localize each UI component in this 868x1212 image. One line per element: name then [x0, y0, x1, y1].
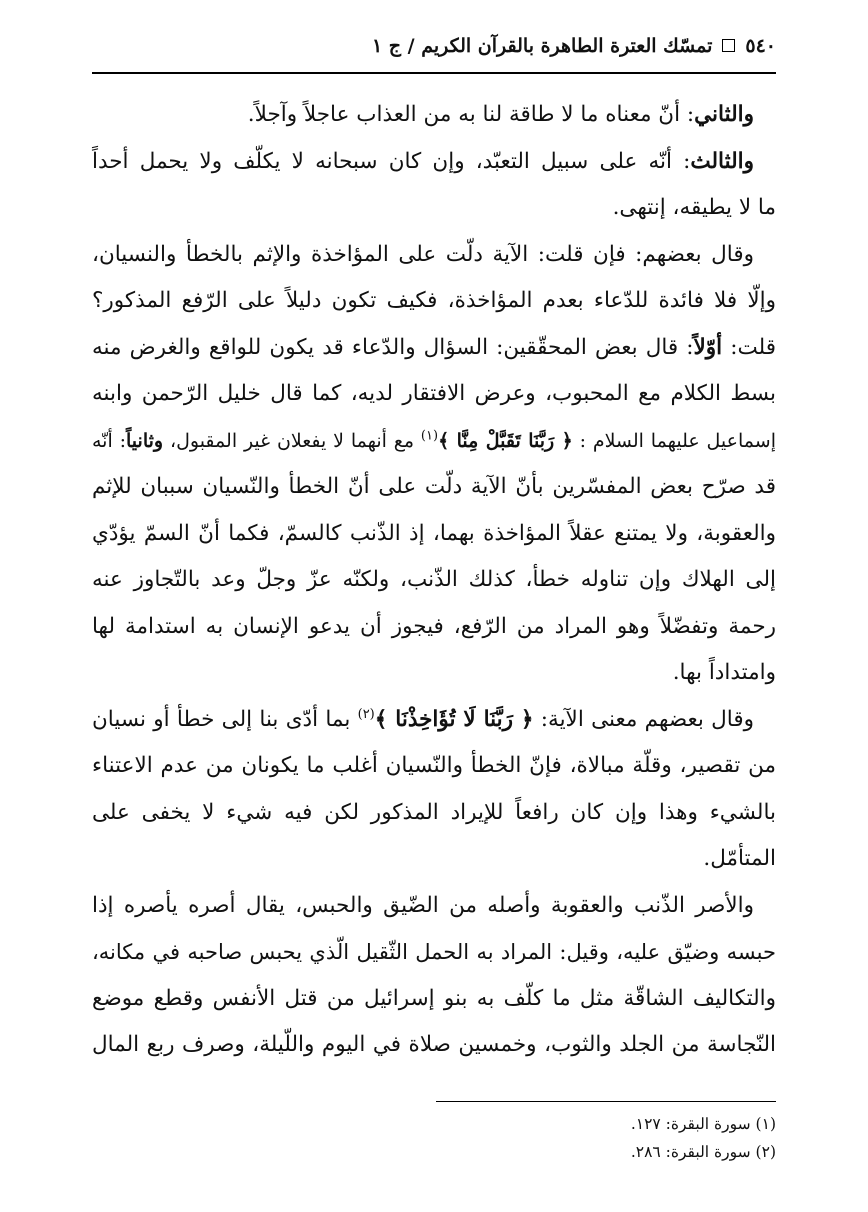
text-line [92, 1022, 776, 1069]
line-text: والتكاليف الشاقّة مثل ما كلّف به بنو إسرائيل من قتل الأنفس وقطع موضع [92, 985, 776, 1011]
line-text: والأصر الذّنب والعقوبة وأصله من الضّيق والحبس، يقال أصره يأصره إذا [92, 892, 754, 918]
text-line [92, 92, 776, 139]
line-text: وقال بعضهم: فإن قلت: الآية دلّت على المؤاخذة والإثم بالخطأ والنسيان، [92, 241, 754, 267]
bold-term: وثانياً [126, 429, 164, 452]
footnote: (١) سورة البقرة: ١٢٧. [630, 1115, 776, 1133]
text-line [92, 325, 776, 372]
text-line [92, 976, 776, 1023]
text-line [92, 604, 776, 651]
text-line [92, 929, 776, 976]
footnote: (٢) سورة البقرة: ٢٨٦. [630, 1143, 776, 1161]
text-line [92, 371, 776, 418]
footnote-separator [436, 1101, 776, 1102]
line-text: إسماعيل عليهما السلام : [572, 429, 776, 452]
text-line [92, 650, 776, 697]
text-line [92, 464, 776, 511]
line-text: بالشيء وهذا وإن كان رافعاً للإيراد المذكور لكن فيه شيء لا يخفى على [92, 799, 776, 825]
quran-quote: ﴿ رَبَّنَا تَقَبَّلْ مِنَّا ﴾ [438, 429, 573, 452]
text-line [92, 836, 776, 883]
header-title: تمسّك العترة الطاهرة بالقرآن الكريم / ج ١ [371, 35, 713, 57]
line-text: بما أدّى بنا إلى خطأ أو نسيان [92, 706, 358, 732]
text-line [92, 232, 776, 279]
line-text: : أنّ معناه ما لا طاقة لنا به من العذاب عاجلاً وآجلاً. [247, 102, 695, 127]
main-text [92, 92, 776, 1069]
line-text: حبسه وضيّق عليه، وقيل: المراد به الحمل الثّقيل الّذي يحبس صاحبه في مكانه، [92, 940, 776, 964]
text-line [92, 418, 776, 465]
line-text: إلى الهلاك وإن تناوله خطأ، كذلك الذّنب، ولكنّه عزّ وجلّ وعد بالتّجاوز عنه [92, 567, 776, 592]
line-text: من تقصير، وقلّة مبالاة، فإنّ الخطأ والنّسيان أغلب ما يكونان من عدم الاعتناء [92, 753, 776, 778]
page-number: ٥٤٠ [745, 35, 776, 57]
text-line [92, 511, 776, 558]
bold-term: والثاني [694, 102, 754, 127]
text-line [92, 185, 776, 232]
text-line [92, 139, 776, 186]
text-line [92, 557, 776, 604]
text-line [92, 883, 776, 930]
footnote-ref: (٢) [357, 706, 375, 722]
text-line [92, 743, 776, 790]
line-text: وإلّا فلا فائدة للدّعاء بعدم المؤاخذة، فكيف تكون دليلاً على الرّفع المذكور؟ [92, 288, 776, 313]
line-text: وامتداداً بها. [672, 660, 776, 685]
square-ornament-icon [722, 39, 735, 52]
text-line [92, 278, 776, 325]
bold-term: أوّلاً [693, 334, 723, 360]
quran-quote: ﴿ رَبَّنَا لَا تُؤَاخِذْنَا ﴾ [374, 706, 534, 732]
line-text: قد صرّح بعض المفسّرين بأنّ الآية دلّت على أنّ الخطأ والنّسيان سببان للإثم [92, 474, 776, 499]
line-text: : أنّه [92, 429, 127, 452]
text-line [92, 697, 776, 744]
line-text: : أنّه على سبيل التعبّد، وإن كان سبحانه لا يكلّف ولا يحمل أحداً [92, 148, 691, 174]
line-text: بسط الكلام مع المحبوب، وعرض الافتقار لديه، كما قال خليل الرّحمن وابنه [92, 381, 776, 406]
line-text: مع أنهما لا يفعلان غير المقبول، [163, 429, 421, 452]
line-text: : قال بعض المحقّقين: السؤال والدّعاء قد يكون للواقع والغرض منه [92, 334, 694, 360]
line-text: قلت: [722, 334, 776, 360]
line-text: والعقوبة، ولا يمتنع عقلاً المؤاخذة بهما، إذ الذّنب كالسمّ، فكما أنّ السمّ يؤدّي [92, 520, 776, 546]
text-line [92, 790, 776, 837]
line-text: رحمة وتفضّلاً وهو المراد من الرّفع، فيجوز أن يدعو الإنسان به استدامة لها [92, 613, 776, 639]
footnote-ref: (١) [420, 428, 439, 444]
line-text: ما لا يطيقه، إنتهى. [612, 195, 776, 220]
line-text: وقال بعضهم معنى الآية: [533, 706, 754, 732]
line-text: النّجاسة من الجلد والثوب، وخمسين صلاة في اليوم واللّيلة، وصرف ربع المال [92, 1032, 776, 1057]
line-text: المتأمّل. [703, 846, 776, 871]
bold-term: والثالث [690, 148, 754, 174]
running-header [92, 22, 776, 74]
